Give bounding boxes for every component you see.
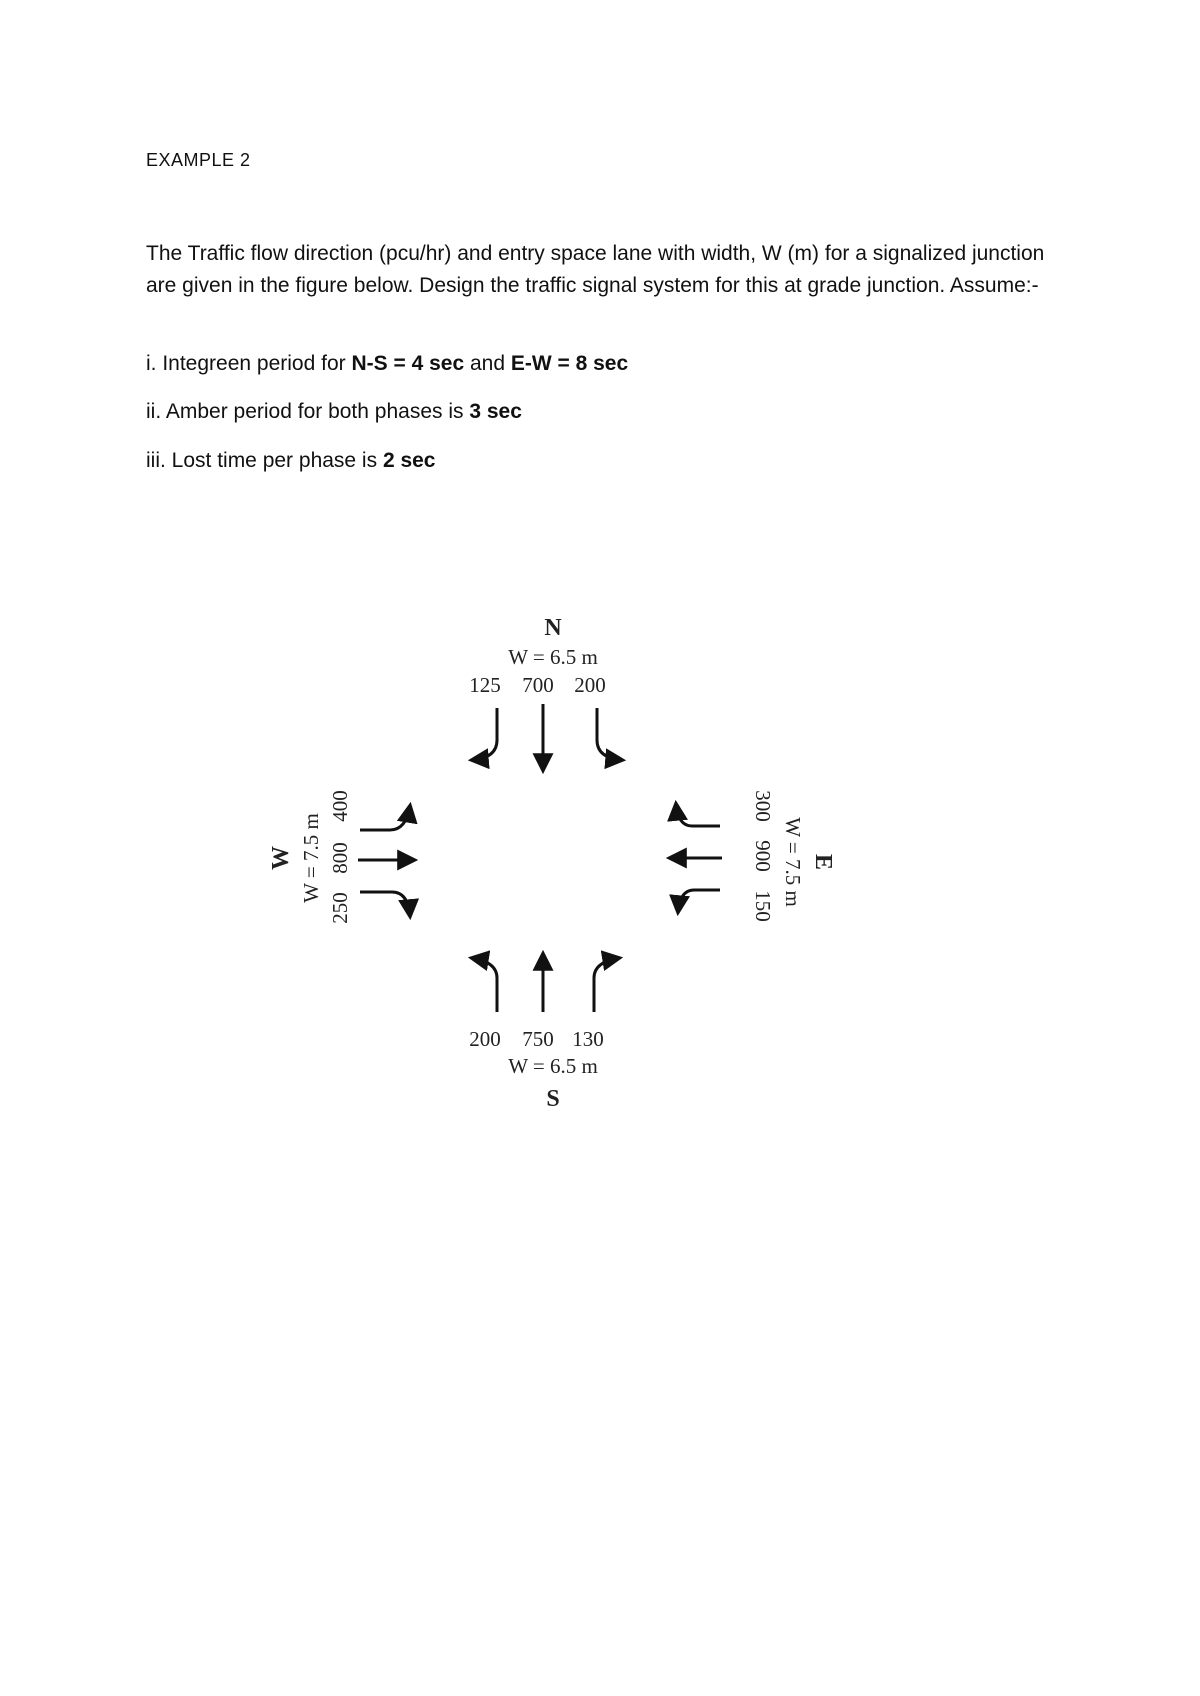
assumption-text: ii. Amber period for both phases is [146, 400, 470, 423]
west-label: W [268, 846, 294, 870]
north-approach [469, 615, 622, 770]
west-approach [268, 790, 414, 924]
south-flow-left: 200 [469, 1027, 501, 1051]
east-left-turn-arrow [676, 804, 720, 826]
east-label: E [810, 853, 836, 871]
assumption-text: and [464, 352, 511, 375]
east-flow-through: 900 [751, 840, 775, 872]
north-flow-through: 700 [522, 673, 554, 697]
south-right-turn-arrow [594, 958, 619, 1012]
south-flow-through: 750 [522, 1027, 554, 1051]
assumption-text: i. Integreen period for [146, 352, 352, 375]
north-flow-left: 125 [469, 673, 501, 697]
assumption-value: N-S = 4 sec [351, 352, 465, 375]
north-width-label: W = 6.5 m [508, 645, 598, 669]
assumption-text: iii. Lost time per phase is [146, 449, 383, 472]
east-flow-left: 300 [751, 790, 775, 822]
problem-statement: The Traffic flow direction (pcu/hr) and entry space lane with width, W (m) for a signalized junction are given in the figure below. Design the traffic signal system for this at grade junction. Assume:- [146, 242, 1045, 297]
west-flow-right: 400 [328, 790, 352, 822]
west-flow-left: 250 [328, 892, 352, 924]
south-approach [469, 954, 619, 1112]
south-width-label: W = 6.5 m [508, 1054, 598, 1078]
assumption-value: 3 sec [469, 400, 522, 423]
east-right-turn-arrow [678, 890, 720, 912]
north-left-turn-arrow [472, 708, 497, 760]
west-left-turn-arrow [360, 892, 410, 916]
north-flow-right: 200 [574, 673, 606, 697]
east-width-label: W = 7.5 m [781, 817, 805, 907]
east-flow-right: 150 [751, 890, 775, 922]
south-flow-right: 130 [572, 1027, 604, 1051]
north-right-turn-arrow [597, 708, 622, 760]
east-approach [670, 790, 836, 922]
example-heading: EXAMPLE 2 [146, 150, 251, 170]
west-flow-through: 800 [328, 842, 352, 874]
west-right-turn-arrow [360, 806, 410, 830]
north-label: N [544, 615, 562, 641]
west-width-label: W = 7.5 m [299, 813, 323, 903]
assumption-value: 2 sec [382, 449, 436, 472]
south-label: S [546, 1086, 560, 1112]
assumption-value: E-W = 8 sec [510, 352, 629, 375]
south-left-turn-arrow [472, 958, 497, 1012]
